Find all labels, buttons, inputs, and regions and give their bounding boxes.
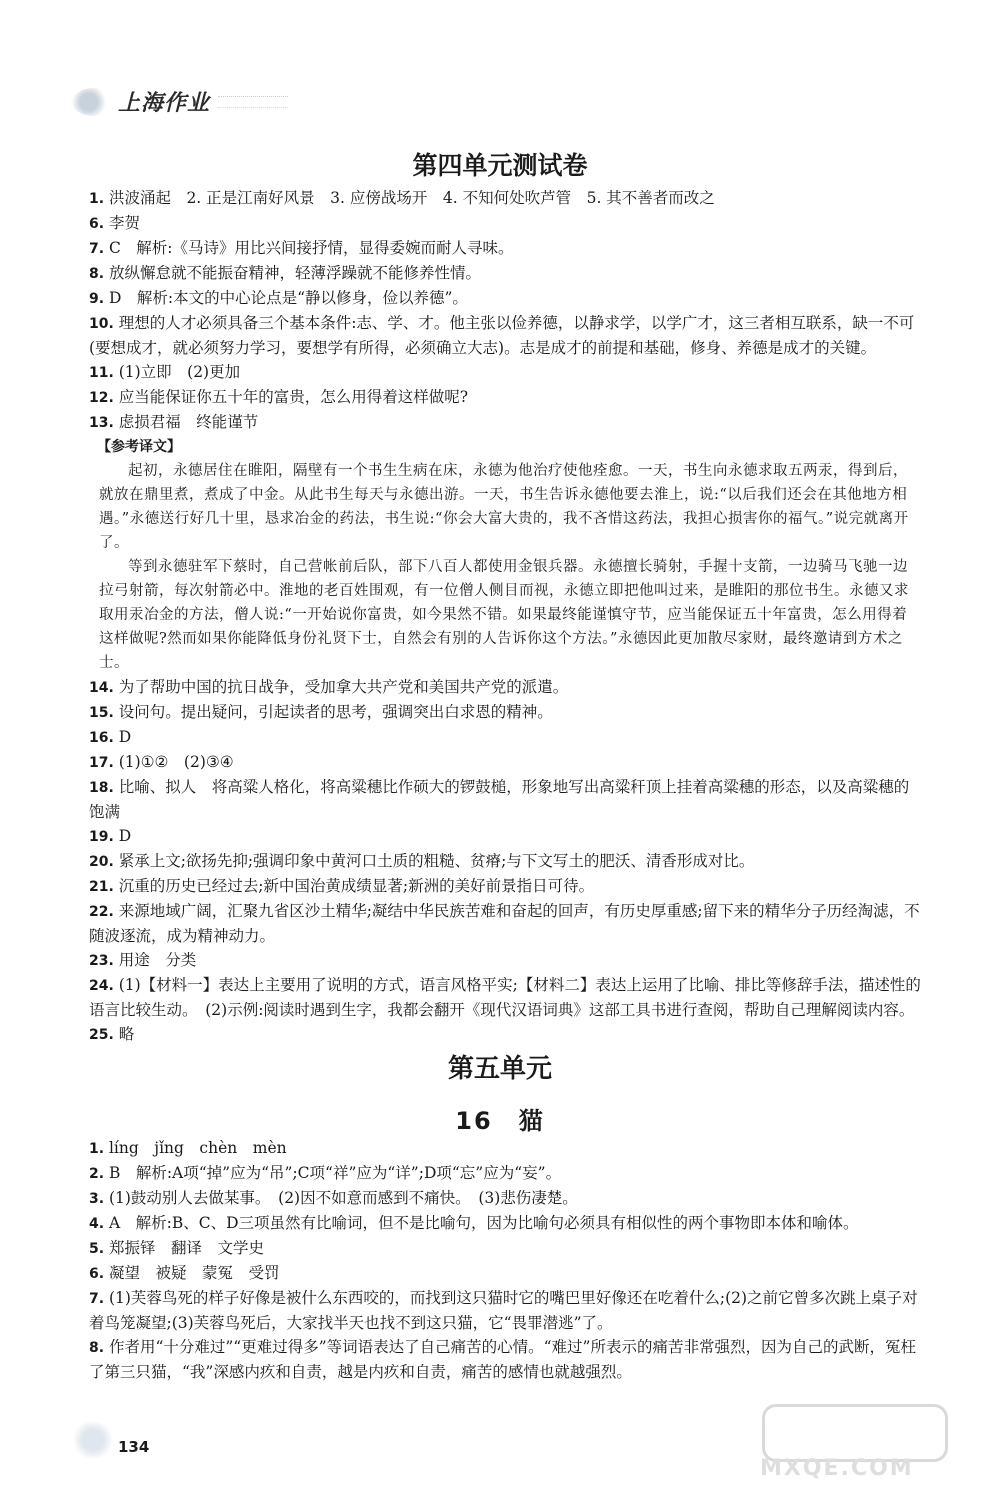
answer-text: 虑损君福 终能谨节 bbox=[118, 413, 259, 431]
answer-item bbox=[89, 849, 921, 874]
answer-item bbox=[89, 899, 921, 948]
answer-text: (1)【材料一】表达上主要用了说明的方式，语言风格平实;【材料二】表达上运用了比喻、排比等修辞手法，描述性的语言比较生动。 (2)示例:阅读时遇到生字，我都会翻开《现代汉语词典》这部工具书进行查阅，帮助自己理解阅读内容。 bbox=[89, 976, 921, 1019]
answer-item bbox=[89, 211, 921, 236]
answer-item bbox=[89, 360, 921, 385]
answer-number: 7. bbox=[89, 241, 109, 257]
answer-item bbox=[89, 1161, 921, 1186]
answer-text: 李贺 bbox=[108, 214, 140, 232]
answer-item bbox=[89, 410, 921, 435]
answer-item bbox=[89, 675, 921, 700]
answer-text: 设问句。提出疑问，引起读者的思考，强调突出白求恩的精神。 bbox=[118, 703, 553, 721]
answer-text: 紧承上文;欲扬先抑;强调印象中黄河口土质的粗糙、贫瘠;与下文写土的肥沃、清香形成对比。 bbox=[118, 852, 755, 870]
reference-translation-label: 【参考译文】 bbox=[97, 439, 181, 455]
answer-number: 22. bbox=[89, 904, 119, 920]
answer-number: 15. bbox=[89, 705, 119, 721]
answer-item bbox=[89, 725, 921, 750]
answer-item bbox=[89, 1286, 921, 1335]
answer-text: (1)立即 (2)更加 bbox=[118, 363, 241, 381]
answer-number: 6. bbox=[89, 216, 109, 232]
answer-item bbox=[89, 750, 921, 775]
answer-number: 24. bbox=[89, 978, 119, 994]
answer-text: (1)鼓动别人去做某事。 (2)因不如意而感到不痛快。 (3)悲伤凄楚。 bbox=[108, 1189, 578, 1207]
logo-decoration-icon bbox=[72, 88, 114, 116]
header-rule bbox=[218, 96, 288, 108]
answer-number: 17. bbox=[89, 755, 119, 771]
answer-text: D 解析:本文的中心论点是“静以修身，俭以养德”。 bbox=[108, 289, 468, 307]
answer-text: 洪波涌起 2. 正是江南好风景 3. 应傍战场开 4. 不知何处吹芦管 5. 其不善者而改之 bbox=[108, 189, 715, 207]
answer-text: 比喻、拟人 将高粱人格化，将高粱穗比作硕大的锣鼓槌，形象地写出高粱秆顶上挂着高粱穗的形态，以及高粱穗的饱满 bbox=[89, 778, 910, 821]
answer-number: 13. bbox=[89, 415, 119, 431]
unit4-title: 第四单元测试卷 bbox=[412, 151, 588, 180]
answer-item bbox=[89, 236, 921, 261]
answer-text: 应当能保证你五十年的富贵，怎么用得着这样做呢? bbox=[118, 388, 468, 406]
answer-item bbox=[89, 700, 921, 725]
answer-number: 8. bbox=[89, 1340, 109, 1356]
answer-number: 21. bbox=[89, 879, 119, 895]
answer-item bbox=[89, 775, 921, 824]
translation-paragraph: 等到永德驻军下蔡时，自己营帐前后队，部下八百人都使用金银兵器。永德擅长骑射，手握十支箭，一边骑马飞驰一边拉弓射箭，每次射箭必中。淮地的老百姓围观，有一位僧人侧目而视，永德立即把他叫过来，是睢阳的那位书生。永德又求取用汞冶金的方法，僧人说:“一开始说你富贵，如今果然不错。如果最终能谨慎守节，应当能保证五十年富贵，怎么用得着这样做呢?然而如果你能降低身份礼贤下士，自然会有别的人告诉你这个方法。”永德因此更加散尽家财，最终邀请到方术之士。 bbox=[99, 559, 909, 671]
answer-number: 6. bbox=[89, 1266, 109, 1282]
answer-item bbox=[89, 874, 921, 899]
answer-item bbox=[89, 973, 921, 1022]
watermark-text: MXQE.COM bbox=[760, 1456, 914, 1481]
answer-text: 用途 分类 bbox=[118, 951, 197, 969]
header-logo bbox=[72, 86, 288, 117]
unit4-answers bbox=[89, 186, 921, 1047]
answer-text: líng jǐng chèn mèn bbox=[108, 1139, 287, 1157]
answer-number: 4. bbox=[89, 1216, 109, 1232]
answer-number: 20. bbox=[89, 854, 119, 870]
unit5-title: 第五单元 bbox=[447, 1054, 552, 1084]
answer-item bbox=[89, 261, 921, 286]
answer-text: C 解析:《马诗》用比兴间接抒情，显得委婉而耐人寻味。 bbox=[108, 239, 514, 257]
answer-text: 作者用“十分难过”“更难过得多”等词语表达了自己痛苦的心情。“难过”所表示的痛苦非常强烈，因为自己的武断，冤枉了第三只猫，“我”深感内疚和自责，越是内疚和自责，痛苦的感情也就越强烈。 bbox=[89, 1338, 916, 1381]
answer-item bbox=[89, 1136, 921, 1161]
unit5-answers bbox=[89, 1136, 921, 1384]
answer-item bbox=[89, 1022, 921, 1047]
answer-number: 7. bbox=[89, 1291, 109, 1307]
answer-text: D bbox=[118, 728, 132, 746]
answer-text: A 解析:B、C、D三项虽然有比喻词，但不是比喻句，因为比喻句必须具有相似性的两个事物即本体和喻体。 bbox=[108, 1214, 859, 1232]
answer-item bbox=[89, 824, 921, 849]
answer-item bbox=[89, 1211, 921, 1236]
answer-number: 9. bbox=[89, 291, 109, 307]
answer-item bbox=[89, 1335, 921, 1384]
answer-text: 略 bbox=[118, 1025, 135, 1043]
answer-item bbox=[89, 286, 921, 311]
answer-number: 10. bbox=[89, 316, 119, 332]
answer-number: 16. bbox=[89, 730, 119, 746]
answer-number: 8. bbox=[89, 266, 109, 282]
answer-text: (1)①② (2)③④ bbox=[118, 753, 234, 771]
answer-number: 19. bbox=[89, 829, 119, 845]
answer-item bbox=[89, 311, 921, 360]
answer-number: 3. bbox=[89, 1191, 109, 1207]
answer-item bbox=[89, 1236, 921, 1261]
answer-number: 5. bbox=[89, 1241, 109, 1257]
lesson-title: 16 猫 bbox=[455, 1107, 545, 1135]
answer-number: 1. bbox=[89, 1141, 109, 1157]
answer-text: 放纵懈怠就不能振奋精神，轻薄浮躁就不能修养性情。 bbox=[108, 264, 481, 282]
answer-number: 23. bbox=[89, 953, 119, 969]
answer-text: 理想的人才必须具备三个基本条件:志、学、才。他主张以俭养德，以静求学，以学广才，这三者相互联系，缺一不可(要想成才，就必须努力学习，要想学有所得，必须确立大志)。志是成才的前提和基础，修身、养德是成才的关键。 bbox=[89, 314, 915, 357]
answer-item bbox=[89, 1186, 921, 1211]
answer-number: 1. bbox=[89, 191, 109, 207]
answer-number: 14. bbox=[89, 680, 119, 696]
answer-item bbox=[89, 948, 921, 973]
answer-number: 12. bbox=[89, 390, 119, 406]
watermark-logo bbox=[754, 1400, 974, 1482]
answer-text: D bbox=[118, 827, 132, 845]
answer-text: B 解析:A项“掉”应为“吊”;C项“祥”应为“详”;D项“忘”应为“妄”。 bbox=[108, 1164, 562, 1182]
page-number-decoration-icon bbox=[70, 1422, 116, 1458]
answer-text: 郑振铎 翻译 文学史 bbox=[108, 1239, 264, 1257]
answer-number: 25. bbox=[89, 1027, 119, 1043]
page-number: 134 bbox=[118, 1438, 150, 1456]
answer-item bbox=[89, 1261, 921, 1286]
answer-number: 11. bbox=[89, 365, 119, 381]
answer-item bbox=[89, 385, 921, 410]
answer-item bbox=[89, 186, 921, 211]
answer-number: 18. bbox=[89, 780, 119, 796]
answer-text: 凝望 被疑 蒙冤 受罚 bbox=[108, 1264, 280, 1282]
answer-text: 为了帮助中国的抗日战争，受加拿大共产党和美国共产党的派遣。 bbox=[118, 678, 569, 696]
answer-text: (1)芙蓉鸟死的样子好像是被什么东西咬的，而找到这只猫时它的嘴巴里好像还在吃着什么;(2)之前它曾多次跳上桌子对着鸟笼凝望;(3)芙蓉鸟死后，大家找半天也找不到这只猫，它“畏罪潜逃”了。 bbox=[89, 1289, 918, 1332]
answer-text: 沉重的历史已经过去;新中国治黄成绩显著;新洲的美好前景指日可待。 bbox=[118, 877, 595, 895]
answer-text: 来源地域广阔，汇聚九省区沙土精华;凝结中华民族苦难和奋起的回声，有历史厚重感;留下来的精华分子历经淘滤，不随波逐流，成为精神动力。 bbox=[89, 902, 920, 945]
translation-paragraph: 起初，永德居住在睢阳，隔壁有一个书生生病在床，永德为他治疗使他痊愈。一天，书生向永德求取五两汞，得到后，就放在鼎里煮，煮成了中金。从此书生每天与永德出游。一天，书生告诉永德他要去淮上，说:“以后我们还会在其他地方相遇。”永德送行好几十里，恳求冶金的药法，书生说:“你会大富大贵的，我不吝惜这药法，我担心损害你的福气。”说完就离开了。 bbox=[99, 463, 909, 551]
answer-number: 2. bbox=[89, 1166, 109, 1182]
brand-title: 上海作业 bbox=[118, 91, 211, 116]
